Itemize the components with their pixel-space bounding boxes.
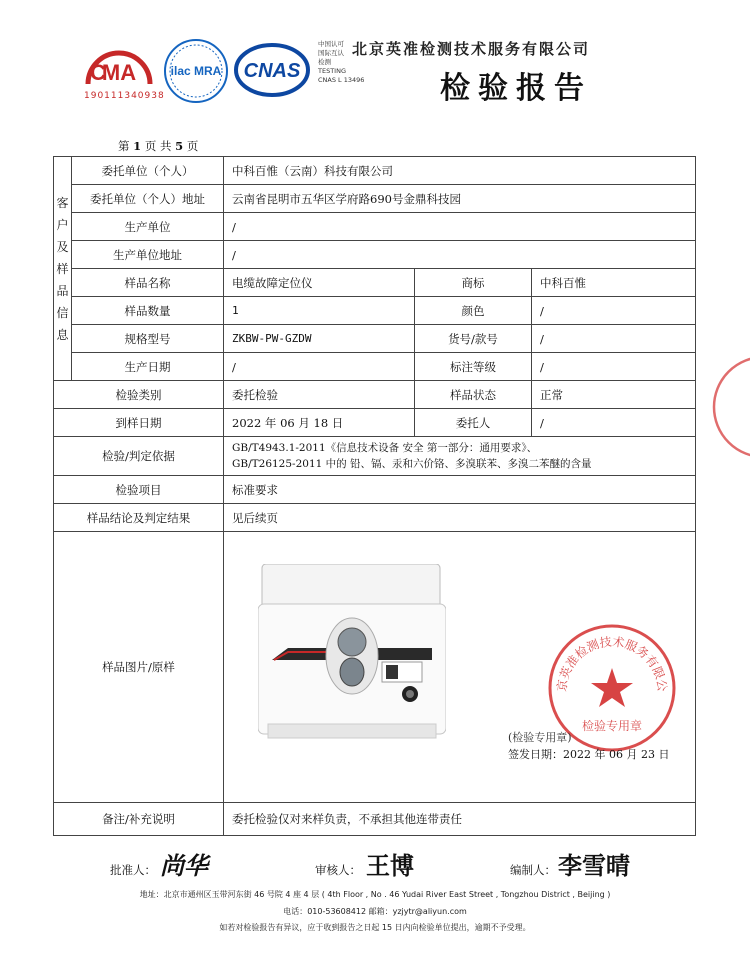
stamp-caption: (检验专用章) — [508, 731, 572, 744]
basis-label: 检验/判定依据 — [54, 437, 224, 476]
manufacturer-label: 生产单位 — [72, 213, 224, 241]
footer-notice: 如若对检验报告有异议，应于收到报告之日起 15 日内向检验单位提出，逾期不予受理。 — [219, 923, 531, 932]
cma-number: 190111340938 — [84, 91, 165, 101]
sample-status-label: 样品状态 — [415, 381, 532, 409]
side-label: 客 户 及 样 品 信 息 — [54, 157, 72, 381]
color-label: 颜色 — [415, 297, 532, 325]
prod-date-label: 生产日期 — [72, 353, 224, 381]
items-value: 标准要求 — [224, 476, 696, 504]
editor-signature: 李雪晴 — [558, 851, 630, 880]
sample-name-value: 电缆故障定位仪 — [224, 269, 415, 297]
sample-status-value: 正常 — [532, 381, 696, 409]
footer-contact: 电话：010-53608412 邮箱：yzjytr@aliyun.com — [283, 907, 467, 916]
photo-cell — [224, 532, 696, 803]
basis-line-2: GB/T26125-2011 中的 铅、镉、汞和六价铬、多溴联苯、多溴二苯醚的含量 — [232, 458, 592, 470]
cnas-info: 中国认可 国际互认 检测 TESTING CNAS L 13496 — [318, 40, 365, 84]
page-indicator: 第 1 页 共 5 页 — [118, 139, 199, 153]
svg-text:ilac MRA: ilac MRA — [170, 64, 222, 78]
manufacturer-value: / — [224, 213, 696, 241]
basis-line-1: GB/T4943.1-2011《信息技术设备 安全 第一部分：通用要求》、 — [232, 442, 538, 454]
report-table — [53, 156, 696, 836]
client-label: 委托单位（个人） — [72, 157, 224, 185]
reviewer-label: 审核人： — [315, 863, 361, 877]
company-name: 北京英准检测技术服务有限公司 — [352, 40, 591, 58]
model-value: ZKBW-PW-GZDW — [224, 325, 415, 353]
reviewer-signature: 王博 — [366, 851, 414, 880]
svg-text:北京英准检测技术服务有限公司: 京英准检测技术服务有限公 — [554, 634, 670, 693]
remark-value: 委托检验仅对来样负责，不承担其他连带责任 — [224, 803, 696, 836]
cma-logo — [84, 40, 154, 90]
conclusion-label: 样品结论及判定结果 — [54, 504, 224, 532]
arrival-date-value: 2022 年 06 月 18 日 — [224, 409, 415, 437]
sample-name-label: 样品名称 — [72, 269, 224, 297]
issue-date: 签发日期：2022 年 06 月 23 日 — [508, 748, 670, 761]
svg-text:C: C — [90, 60, 106, 85]
basis-value — [224, 437, 696, 476]
report-title: 检验报告 — [440, 71, 592, 106]
item-no-label: 货号/款号 — [415, 325, 532, 353]
svg-text:MA: MA — [101, 60, 137, 85]
arrival-date-label: 到样日期 — [54, 409, 224, 437]
svg-text:CNAS: CNAS — [243, 60, 301, 82]
approver-label: 批准人： — [110, 863, 156, 877]
sample-qty-label: 样品数量 — [72, 297, 224, 325]
remark-label: 备注/补充说明 — [54, 803, 224, 836]
consignor-label: 委托人 — [415, 409, 532, 437]
grade-value: / — [532, 353, 696, 381]
consignor-value: / — [532, 409, 696, 437]
sample-qty-value: 1 — [224, 297, 415, 325]
grade-label: 标注等级 — [415, 353, 532, 381]
editor-label: 编制人： — [510, 863, 556, 877]
client-address-value: 云南省昆明市五华区学府路690号金鼎科技园 — [224, 185, 696, 213]
sample-device-photo — [258, 564, 446, 742]
client-value: 中科百惟（云南）科技有限公司 — [224, 157, 696, 185]
prod-date-value: / — [224, 353, 415, 381]
approver-signature: 尚华 — [160, 851, 208, 880]
test-type-label: 检验类别 — [54, 381, 224, 409]
test-type-value: 委托检验 — [224, 381, 415, 409]
model-label: 规格型号 — [72, 325, 224, 353]
footer-address: 地址：北京市通州区玉带河东街 46 号院 4 座 4 层 ( 4th Floor , No . 46 Yudai River East Street , Tongzhou District , Beijing ) — [139, 890, 611, 899]
color-value: / — [532, 297, 696, 325]
trademark-label: 商标 — [415, 269, 532, 297]
ilac-mra-logo — [163, 38, 229, 104]
manufacturer-address-label: 生产单位地址 — [72, 241, 224, 269]
conclusion-value: 见后续页 — [224, 504, 696, 532]
client-address-label: 委托单位（个人）地址 — [72, 185, 224, 213]
trademark-value: 中科百惟 — [532, 269, 696, 297]
item-no-value: / — [532, 325, 696, 353]
svg-text:检验专用章: 检验专用章 — [581, 719, 643, 733]
items-label: 检验项目 — [54, 476, 224, 504]
cnas-logo — [232, 42, 312, 98]
edge-seal — [704, 352, 750, 462]
photo-label: 样品图片/原样 — [54, 532, 224, 803]
manufacturer-address-value: / — [224, 241, 696, 269]
